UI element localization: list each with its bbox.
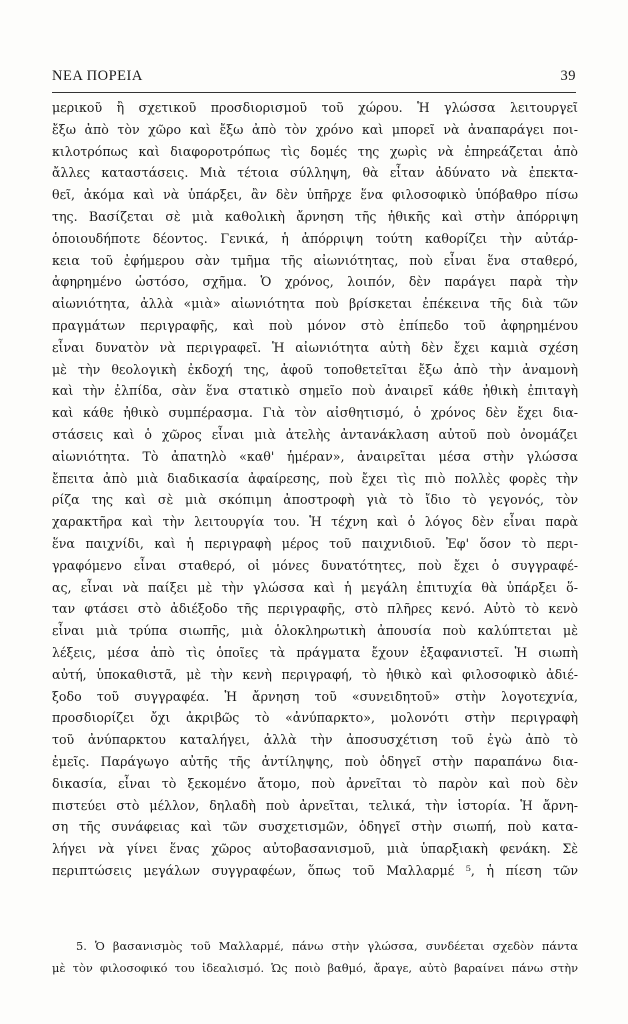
header-rule xyxy=(52,92,576,93)
footnote-line: μὲ τὸν φιλοσοφικό του ἰδεαλισμό. Ὡς ποιὸ βαθμό, ἄραγε, αὐτὸ βαραίνει πάνω στὴν xyxy=(52,960,578,975)
running-head xyxy=(52,68,576,90)
text-line: λέξεις, μέσα ἀπὸ τὶς ὁποῖες τὰ πράγματα ἔχουν ἐξαφανιστεῖ. Ἡ σιωπὴ xyxy=(52,644,578,660)
text-line: αἰωνιότητα. Τὸ ἀπατηλὸ «καθ' ἡμέραν», ἀναιρεῖται μέσα στὴν γλώσσα xyxy=(52,448,578,464)
text-line: μερικοῦ ἢ σχετικοῦ προσδιορισμοῦ τοῦ χώρου. Ἡ γλώσσα λειτουργεῖ xyxy=(52,100,578,115)
footnote xyxy=(52,936,578,979)
text-line: μὲ τὴν θεολογικὴ ἐκδοχή της, ἀφοῦ τοποθετεῖται ἔξω ἀπὸ τὴν ἀναμονὴ xyxy=(52,361,578,377)
text-line: τοῦ ἀνύπαρκτου καταλήγει, ἀλλὰ τὴν ἀποσυσχέτιση τοῦ ἐγὼ ἀπὸ τὸ xyxy=(52,732,578,748)
text-line: πιστεύει στὸ μέλλον, δηλαδὴ ποὺ ἀρνεῖται, τελικά, τὴν ἱστορία. Ἡ ἄρνη- xyxy=(52,797,578,813)
text-line: κιλοτρόπως καὶ διαφοροτρόπως τὶς δομές της χωρὶς νὰ ἐπηρεάζεται ἀπὸ xyxy=(52,143,578,159)
footnote-line: 5. Ὁ βασανισμὸς τοῦ Μαλλαρμέ, πάνω στὴν γλώσσα, συνδέεται σχεδὸν πάντα xyxy=(76,939,578,953)
text-line: ρίζα της καὶ σὲ μιὰ σκόπιμη ἀποστροφὴ γιὰ τὸ ἴδιο τὸ γεγονός, τὸν xyxy=(52,492,578,508)
text-line: θεῖ, ἀκόμα καὶ νὰ ὑπάρξει, ἂν δὲν ὑπῆρχε ἕνα φιλοσοφικὸ ὑπόβαθρο πίσω xyxy=(52,187,578,203)
text-line: καὶ κάθε ἠθικὸ συμπέρασμα. Γιὰ τὸν αἰσθητισμό, ὁ χρόνος δὲν ἔχει δια- xyxy=(52,405,578,421)
text-line: στάσεις καὶ ὁ χῶρος εἶναι μιὰ ἀτελὴς ἀντανάκλαση αὐτοῦ ποὺ ὀνομάζει xyxy=(52,426,578,442)
text-line: ας, εἶναι νὰ παίξει μὲ τὴν γλώσσα καὶ ἡ μεγάλη ἐπιτυχία θὰ ὑπάρξει ὅ- xyxy=(52,579,578,595)
body-text xyxy=(52,97,578,882)
text-line: γραφόμενο εἶναι σταθερό, οἱ μόνες δυνατότητες, ποὺ ἔχει ὁ συγγραφέ- xyxy=(52,557,578,573)
text-line: ἔξω ἀπὸ τὸν χῶρο καὶ ἔξω ἀπὸ τὸν χρόνο καὶ μπορεῖ νὰ ἀναπαράγει ποι- xyxy=(52,121,578,137)
text-line: εἶναι δυνατὸν νὰ περιγραφεῖ. Ἡ αἰωνιότητα αὐτὴ δὲν ἔχει καμιὰ σχέση xyxy=(52,339,578,355)
text-line: ξοδο τοῦ συγγραφέα. Ἡ ἄρνηση τοῦ «συνειδητοῦ» στὴν λογοτεχνία, xyxy=(52,688,578,704)
text-line: πραγμάτων περιγραφῆς, καὶ ποὺ μόνον στὸ ἐπίπεδο τοῦ ἀφηρημένου xyxy=(52,317,578,333)
journal-title: ΝΕΑ ΠΟΡΕΙΑ xyxy=(52,68,143,84)
text-line: αὐτή, ὑποκαθιστᾶ, μὲ τὴν κενὴ περιγραφή, τὸ ἠθικὸ καὶ φιλοσοφικὸ ἀδιέ- xyxy=(52,666,578,682)
text-line: ἕνα παιχνίδι, καὶ ἡ περιγραφὴ μέρος τοῦ παιχνιδιοῦ. Ἐφ' ὅσον τὸ περι- xyxy=(52,535,578,551)
text-line: αἰωνιότητα, ἀλλὰ «μιὰ» αἰωνιότητα ποὺ βρίσκεται ἐπέκεινα τῆς διὰ τῶν xyxy=(52,296,578,312)
text-line: δικασία, εἶναι τὸ ξεκομένο ἄτομο, ποὺ ἀρνεῖται τὸ παρὸν καὶ ποὺ δὲν xyxy=(52,775,578,791)
text-line: ἄλλες καταστάσεις. Μιὰ τέτοια σύλληψη, θὰ εἶταν ἀδύνατο νὰ ἐπεκτα- xyxy=(52,165,578,181)
text-line: της. Βασίζεται σὲ μιὰ καθολικὴ ἄρνηση τῆς ἠθικῆς καὶ στὴν ἀπόρριψη xyxy=(52,208,578,224)
text-line: ση τῆς συνάφειας καὶ τῶν συσχετισμῶν, ὁδηγεῖ στὴν σιωπή, ποὺ κατα- xyxy=(52,819,578,835)
text-line: εἶναι μιὰ τρύπα σιωπῆς, μιὰ ὁλοκληρωτικὴ ἀπουσία ποὺ καλύπτεται μὲ xyxy=(52,623,578,639)
text-line: ἐμεῖς. Παράγωγο αὐτῆς τῆς ἀντίληψης, ποὺ ὁδηγεῖ στὴν παραπάνω δια- xyxy=(52,753,578,769)
text-line: ὁποιουδήποτε δέοντος. Γενικά, ἡ ἀπόρριψη τούτη καθορίζει τὴν αὐτάρ- xyxy=(52,230,578,246)
text-line: ἀφηρημένο ὡστόσο, σχῆμα. Ὁ χρόνος, λοιπόν, δὲν παράγει παρὰ τὴν xyxy=(52,274,578,290)
text-line: καὶ τὴν ἐλπίδα, σὰν ἕνα στατικὸ σημεῖο ποὺ ἀναιρεῖ κάθε ἠθικὴ ἐπιταγὴ xyxy=(52,383,578,399)
text-line: περιπτώσεις μεγάλων συγγραφέων, ὅπως τοῦ Μαλλαρμέ ⁵, ἡ πίεση τῶν xyxy=(52,862,578,878)
text-line: χαρακτῆρα καὶ τὴν λειτουργία του. Ἡ τέχνη καὶ ὁ λόγος δὲν εἶναι παρὰ xyxy=(52,514,578,530)
text-line: ἔπειτα ἀπὸ μιὰ διαδικασία ἀφαίρεσης, ποὺ ἔχει τὶς πιὸ πολλὲς φορὲς τὴν xyxy=(52,470,578,486)
text-line: προσδιορίζει ὄχι ἀκριβῶς τὸ «ἀνύπαρκτο», μολονότι στὴν περιγραφὴ xyxy=(52,710,578,726)
text-line: λήγει νὰ γίνει ἕνας χῶρος αὐτοβασανισμοῦ, μιὰ ὑπαρξιακὴ φενάκη. Σὲ xyxy=(52,841,578,857)
text-line: κεια τοῦ ἐφήμερου σὰν τμῆμα τῆς αἰωνιότητας, ποὺ εἶναι ἕνα σταθερό, xyxy=(52,252,578,268)
text-line: ταν φτάσει στὸ ἀδιέξοδο τῆς περιγραφῆς, στὸ πλῆρες κενό. Αὐτὸ τὸ κενὸ xyxy=(52,601,578,617)
page-number: 39 xyxy=(560,68,576,84)
